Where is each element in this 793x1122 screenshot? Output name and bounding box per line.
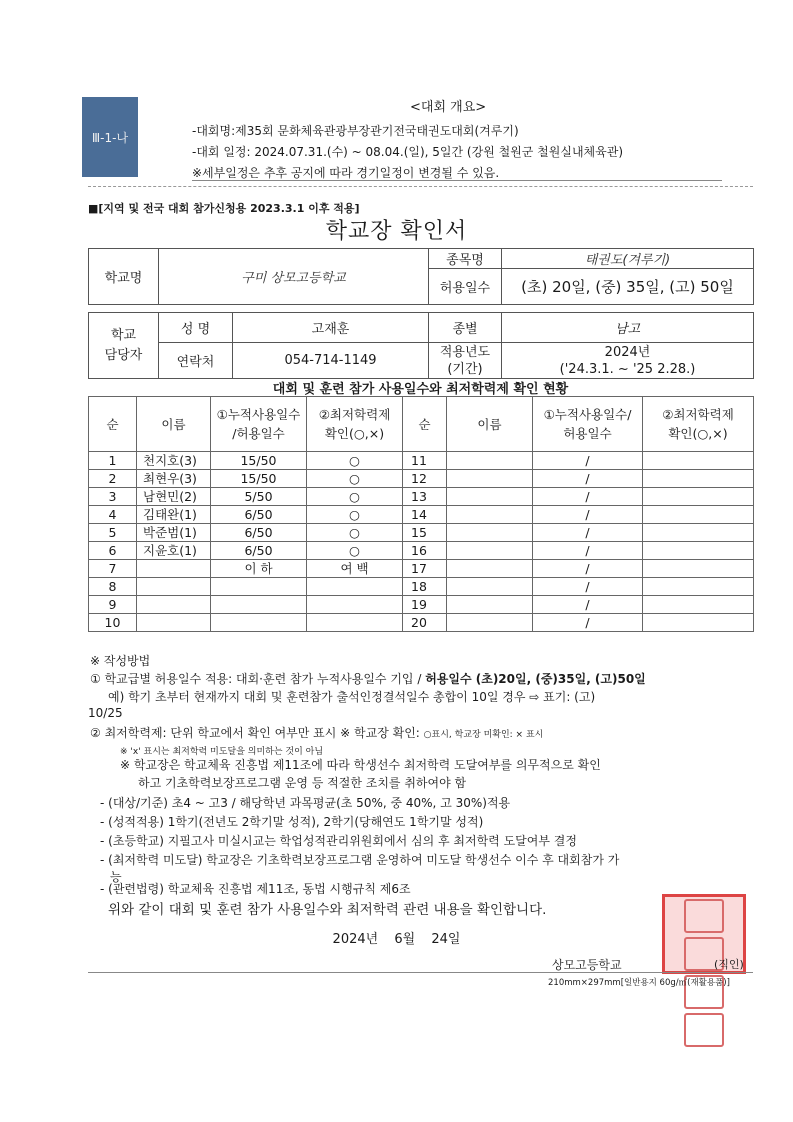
row-min-check: 여 백 [307,560,403,578]
row-used-days-right: / [533,560,643,578]
header-used-line1: ①누적사용일수 [216,407,301,422]
confirmation-text: 위와 같이 대회 및 훈련 참가 사용일수와 최저학력 관련 내용을 확인합니다. [108,902,547,918]
row-name [137,560,211,578]
table-row [89,542,754,560]
school-name-signature: 상모고등학교 [552,958,622,972]
header-used [211,397,307,452]
row-name-right [447,524,533,542]
row-name [137,614,211,632]
row-min-check: ○ [307,524,403,542]
row-name-right [447,542,533,560]
row-no: 4 [89,506,137,524]
row-no-right: 19 [403,596,447,614]
table-row [89,470,754,488]
table-row [89,506,754,524]
row-name: 남현민(2) [137,488,211,506]
row-no-right: 15 [403,524,447,542]
overview-line-event: -대회명:제35회 문화체육관광부장관기전국태권도대회(겨루기) [192,124,519,138]
row-name: 박준범(1) [137,524,211,542]
contact-table [88,312,754,379]
table-row [89,488,754,506]
row-used-days: 15/50 [211,452,307,470]
method-item-2-small: ○표시, 학교장 미확인: × 표시 [423,730,544,740]
table-row [89,524,754,542]
row-min-check: ○ [307,452,403,470]
phone-label: 연락처 [159,343,233,379]
status-header-row [89,397,754,452]
date-day: 24일 [431,932,461,947]
status-title: 대회 및 훈련 참가 사용일수와 최저학력제 확인 현황 [272,382,569,397]
row-used-days-right: / [533,578,643,596]
header-min-line1: ②최저학력제 [318,407,391,422]
method-bullet-4-cont: 능 [110,870,122,884]
row-no-right: 14 [403,506,447,524]
year-label [429,343,502,379]
row-min-check-right [643,596,754,614]
header-min-right [643,397,754,452]
method-item-2-note: ※ 'x' 표시는 최저학력 미도달을 의미하는 것이 아님 [120,747,324,757]
row-used-days: 15/50 [211,470,307,488]
row-no-right: 16 [403,542,447,560]
school-info-table [88,248,754,305]
seal-label: (직인) [714,958,744,971]
row-name: 천지호(3) [137,452,211,470]
table-row [89,578,754,596]
row-name-right [447,614,533,632]
row-no-right: 18 [403,578,447,596]
header-min-line2: 확인(○,×) [324,426,385,441]
row-name-right [447,596,533,614]
row-name: 지윤호(1) [137,542,211,560]
notice-banner: ■[지역 및 전국 대회 참가신청용 2023.3.1 이후 적용] [88,202,360,215]
row-no-right: 11 [403,452,447,470]
status-table [88,396,754,632]
phone-value: 054-714-1149 [233,343,429,379]
row-name-right [447,578,533,596]
year-label-line2: (기간) [447,361,483,377]
row-used-days: 이 하 [211,560,307,578]
method-item-1-bold: 허용일수 (초)20일, (중)35일, (고)50일 [425,672,646,686]
row-no: 8 [89,578,137,596]
year-value-period: ('24.3.1. ~ '25 2.28.) [559,361,696,377]
header-min-right-line1: ②최저학력제 [662,407,734,422]
divider [88,186,753,187]
row-min-check [307,578,403,596]
header-used-right-line2: 허용일수 [563,426,612,441]
row-used-days-right: / [533,506,643,524]
header-used-right [533,397,643,452]
header-name: 이름 [137,397,211,452]
sport-label: 종목명 [429,249,502,269]
row-no: 9 [89,596,137,614]
row-min-check: ○ [307,470,403,488]
row-used-days-right: / [533,452,643,470]
row-no: 3 [89,488,137,506]
method-item-1-example: 예) 학기 초부터 현재까지 대회 및 훈련참가 출석인정결석일수 총합이 10일 경우 ⇨ 표기: (고) [108,690,596,704]
row-used-days [211,596,307,614]
row-used-days-right: / [533,614,643,632]
method-bullet-4: - (최저학력 미도달) 학교장은 기초학력보장프로그램 운영하여 미도달 학생선수 이수 후 대회참가 가 [100,853,620,867]
row-name [137,596,211,614]
header-used-right-line1: ①누적사용일수/ [543,407,632,422]
row-used-days: 6/50 [211,506,307,524]
header-no: 순 [89,397,137,452]
row-used-days-right: / [533,470,643,488]
method-item-1-example-cont: 10/25 [88,706,123,720]
overview-line-note: ※세부일정은 추후 공지에 따라 경기일정이 변경될 수 있음. [192,166,500,180]
contact-label [89,313,159,379]
row-name-right [447,506,533,524]
row-min-check-right [643,578,754,596]
gender-label: 종별 [429,313,502,343]
row-used-days-right: / [533,488,643,506]
row-name-right [447,470,533,488]
row-min-check-right [643,452,754,470]
row-no-right: 20 [403,614,447,632]
row-used-days-right: / [533,596,643,614]
row-name [137,578,211,596]
row-min-check-right [643,470,754,488]
status-body [89,452,754,632]
method-bullet-5: - (관련법령) 학교체육 진흥법 제11조, 동법 시행규칙 제6조 [100,882,411,896]
row-min-check-right [643,542,754,560]
year-label-line1: 적용년도 [439,344,491,360]
year-value-year: 2024년 [604,344,651,360]
row-no-right: 17 [403,560,447,578]
allowed-days-value: (초) 20일, (중) 35일, (고) 50일 [502,269,754,305]
method-item-2-text: ② 최저학력제: 단위 학교에서 확인 여부만 표시 ※ 학교장 확인: [90,726,424,740]
row-min-check [307,596,403,614]
contact-label-line2: 담당자 [104,347,143,363]
method-item-3-line2: 하고 기초학력보장프로그램 운영 등 적절한 조치를 취하여야 함 [138,776,467,790]
overview-line-schedule: -대회 일정: 2024.07.31.(수) ~ 08.04.(일), 5일간 (강원 철원군 철원실내체육관) [192,145,624,159]
row-no: 6 [89,542,137,560]
header-used-line2: /허용일수 [232,426,285,441]
method-item-3-line1: ※ 학교장은 학교체육 진흥법 제11조에 따라 학생선수 최저학력 도달여부를 의무적으로 확인 [120,758,601,772]
row-name: 최현우(3) [137,470,211,488]
year-value [502,343,754,379]
name-label: 성 명 [159,313,233,343]
header-no-right: 순 [403,397,447,452]
row-min-check-right [643,506,754,524]
row-no: 5 [89,524,137,542]
row-used-days: 5/50 [211,488,307,506]
date-year: 2024년 [332,932,379,947]
method-item-1-text: ① 학교급별 허용일수 적용: 대회·훈련 참가 누적사용일수 기입 / [90,672,426,686]
table-row [89,452,754,470]
row-min-check: ○ [307,542,403,560]
header-min [307,397,403,452]
method-item-2 [90,724,543,741]
header-name-right: 이름 [447,397,533,452]
table-row [89,560,754,578]
row-no-right: 12 [403,470,447,488]
row-no: 1 [89,452,137,470]
row-name-right [447,488,533,506]
row-no: 7 [89,560,137,578]
section-tag: Ⅲ-1-나 [82,97,138,177]
row-min-check: ○ [307,506,403,524]
header-min-right-line2: 확인(○,×) [668,426,728,441]
row-used-days [211,578,307,596]
sport-value: 태권도(겨루기) [502,249,754,269]
row-used-days: 6/50 [211,524,307,542]
row-min-check-right [643,524,754,542]
method-heading: ※ 작성방법 [90,654,151,668]
table-row [89,596,754,614]
footer-rule [88,972,753,973]
page-title: 학교장 확인서 [325,219,468,244]
method-bullet-3: - (초등학교) 지필고사 미실시교는 학업성적관리위원회에서 심의 후 최저학력 도달여부 결정 [100,834,577,848]
method-item-1 [90,670,646,687]
gender-value: 남고 [502,313,754,343]
overview-title: <대회 개요> [410,100,487,115]
row-used-days: 6/50 [211,542,307,560]
row-min-check-right [643,488,754,506]
name-value: 고재훈 [233,313,429,343]
row-name: 김태완(1) [137,506,211,524]
date-month: 6월 [394,932,416,947]
table-row [89,614,754,632]
row-name-right [447,452,533,470]
paper-spec: 210mm×297mm[일반용지 60g/㎡(재활용품)] [548,978,730,988]
row-no-right: 13 [403,488,447,506]
row-used-days-right: / [533,524,643,542]
row-used-days-right: / [533,542,643,560]
row-no: 10 [89,614,137,632]
school-label: 학교명 [89,249,159,305]
row-used-days [211,614,307,632]
row-min-check-right [643,614,754,632]
method-bullet-2: - (성적적용) 1학기(전년도 2학기말 성적), 2학기(당해연도 1학기말 성적) [100,815,484,829]
method-bullet-1: - (대상/기준) 초4 ~ 고3 / 해당학년 과목평균(초 50%, 중 40%, 고 30%)적용 [100,796,511,810]
row-no: 2 [89,470,137,488]
row-min-check-right [643,560,754,578]
school-name-value: 구미 상모고등학교 [159,249,429,305]
row-min-check: ○ [307,488,403,506]
row-min-check [307,614,403,632]
allowed-days-label: 허용일수 [429,269,502,305]
overview-rule [192,180,722,181]
contact-label-line1: 학교 [110,327,137,343]
row-name-right [447,560,533,578]
